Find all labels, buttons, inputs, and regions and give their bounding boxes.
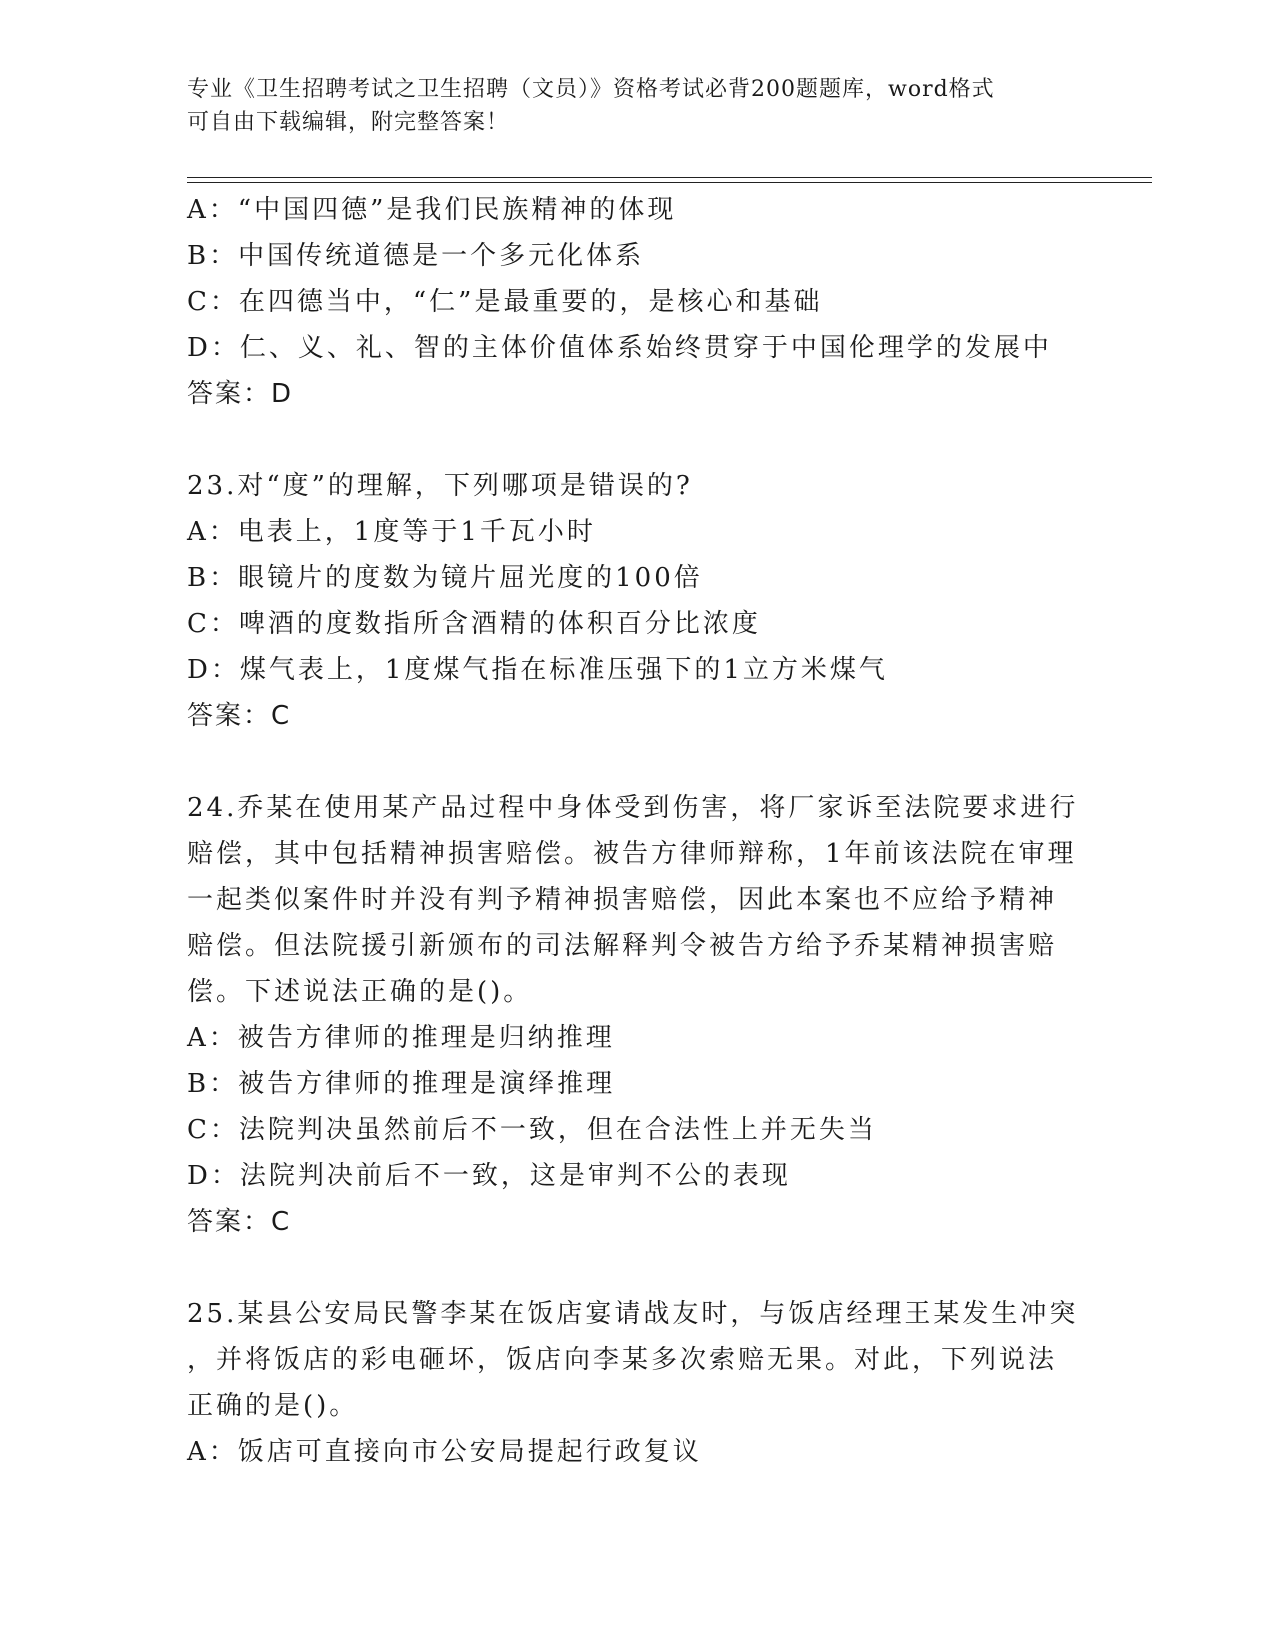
option-d: D：仁、义、礼、智的主体价值体系始终贯穿于中国伦理学的发展中 [187,333,1052,363]
question-stem-line: 25.某县公安局民警李某在饭店宴请战友时，与饭店经理王某发生冲突 [187,1299,1079,1329]
option-b: B：眼镜片的度数为镜片屈光度的100倍 [187,563,703,593]
question-25 [187,1291,1087,1475]
question-23 [187,463,1087,739]
option-c: C：啤酒的度数指所含酒精的体积百分比浓度 [187,609,761,639]
option-a: A：饭店可直接向市公安局提起行政复议 [187,1437,702,1467]
question-24 [187,785,1087,1245]
question-stem-line: 赔偿。但法院援引新颁布的司法解释判令被告方给予乔某精神损害赔 [187,931,1058,961]
option-b: B：被告方律师的推理是演绎推理 [187,1069,616,1099]
question-stem-line: 赔偿，其中包括精神损害赔偿。被告方律师辩称，1年前该法院在审理 [187,839,1077,869]
question-22 [187,187,1087,417]
question-stem: 23.对“度”的理解，下列哪项是错误的? [187,471,693,501]
document-header [187,73,1067,139]
option-c: C：法院判决虽然前后不一致，但在合法性上并无失当 [187,1115,877,1145]
question-stem-line: ，并将饭店的彩电砸坏，饭店向李某多次索赔无果。对此，下列说法 [187,1345,1058,1375]
question-spacer [187,739,1087,785]
question-stem-line: 一起类似案件时并没有判予精神损害赔偿，因此本案也不应给予精神 [187,885,1058,915]
option-b: B：中国传统道德是一个多元化体系 [187,241,645,271]
question-stem-line: 偿。下述说法正确的是()。 [187,977,533,1007]
question-spacer [187,1245,1087,1291]
header-title-line-2: 可自由下载编辑，附完整答案！ [187,110,510,135]
header-title-line-1: 专业《卫生招聘考试之卫生招聘（文员）》资格考试必背200题题库，word格式 [187,77,995,102]
option-c: C：在四德当中，“仁”是最重要的，是核心和基础 [187,287,823,317]
option-a: A：“中国四德”是我们民族精神的体现 [187,195,677,225]
answer-line: 答案：D [187,379,294,409]
option-a: A：被告方律师的推理是归纳推理 [187,1023,615,1053]
option-d: D：法院判决前后不一致，这是审判不公的表现 [187,1161,791,1191]
question-spacer [187,417,1087,463]
option-a: A：电表上，1度等于1千瓦小时 [187,517,596,547]
header-divider-bottom [187,182,1152,183]
option-d: D：煤气表上，1度煤气指在标准压强下的1立方米煤气 [187,655,888,685]
question-list [187,187,1087,1475]
answer-line: 答案：C [187,701,292,731]
answer-line: 答案：C [187,1207,292,1237]
question-stem-line: 正确的是()。 [187,1391,359,1421]
question-stem-line: 24.乔某在使用某产品过程中身体受到伤害，将厂家诉至法院要求进行 [187,793,1079,823]
header-divider-top [187,177,1152,178]
